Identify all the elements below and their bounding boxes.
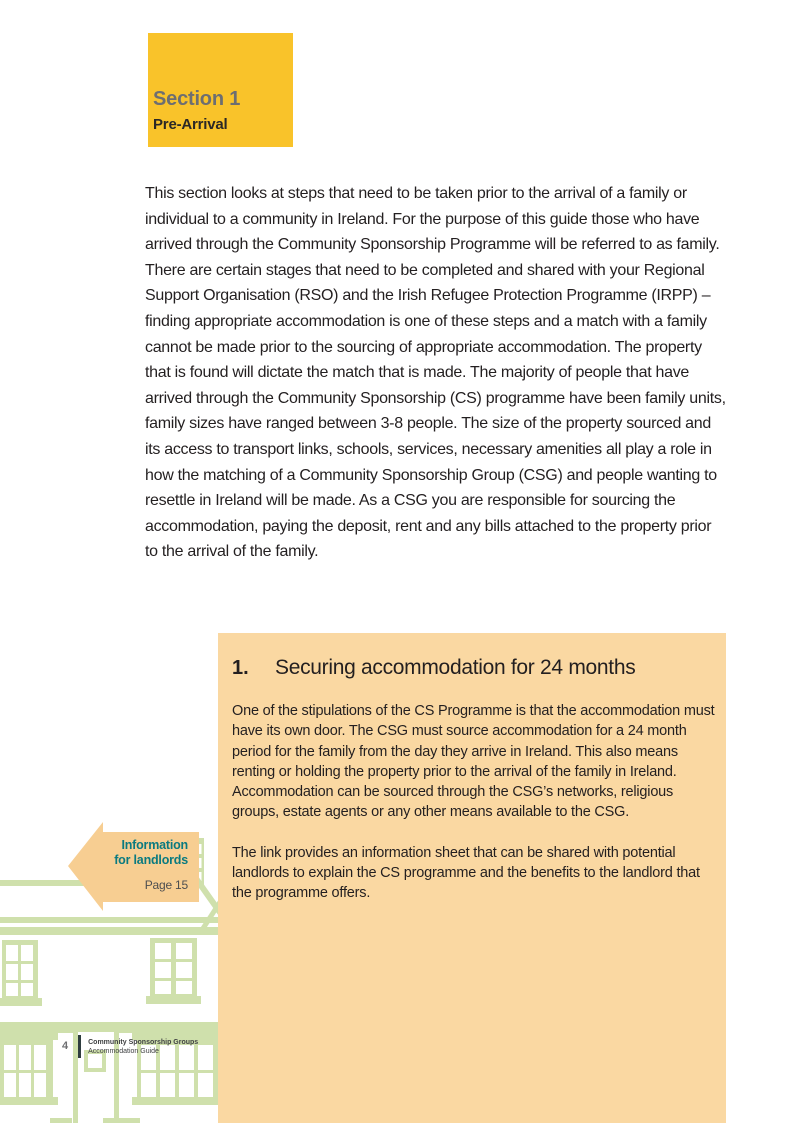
footer-divider bbox=[78, 1035, 81, 1058]
section-title: Section 1 bbox=[153, 88, 241, 110]
arrow-text bbox=[114, 838, 188, 892]
callout-number: 1. bbox=[232, 657, 249, 679]
callout-box bbox=[218, 633, 726, 1123]
page-footer bbox=[62, 1035, 198, 1058]
callout-paragraph-1: One of the stipulations of the CS Programme is that the accommodation must have its own door. The CSG must source accommodation for a 24 month period for the family from the day they arrive in Ireland. This also means renting or holding the property prior to the arrival of the family in Ireland. Accommodation can be sourced through the CSG’s networks, religious groups, estate agents or any other means available to the CSG. bbox=[232, 703, 715, 821]
section-banner bbox=[148, 33, 293, 147]
footer-doc-title: Community Sponsorship Groups bbox=[88, 1039, 199, 1046]
arrow-label-line2: for landlords bbox=[114, 853, 188, 867]
callout-paragraph-2: The link provides an information sheet that can be shared with potential landlords to explain the CS programme and the benefits to the landlord that the programme offers. bbox=[232, 844, 700, 902]
intro-paragraph: This section looks at steps that need to be taken prior to the arrival of a family or individual to a community in Ireland. For the purpose of this guide those who have arrived through the Community Sponsorship Programme will be referred to as family. There are certain stages that need to be completed and shared with your Regional Support Organisation (RSO) and the Irish Refugee Protection Programme (IRPP) – finding appropriate accommodation is one of these steps and a match with a family cannot be made prior to the sourcing of appropriate accommodation. The property that is found will dictate the match that is made. The majority of people that have arrived through the Community Sponsorship (CS) programme have been family units, family sizes have ranged between 3-8 people. The size of the property sourced and its access to transport links, schools, services, necessary amenities all play a role in how the matching of a Community Sponsorship Group (CSG) and people wanting to resettle in Ireland will be made. As a CSG you are responsible for sourcing the accommodation, paying the deposit, rent and any bills attached to the property prior to the arrival of the family. bbox=[145, 185, 726, 561]
footer-doc-subtitle: Accommodation Guide bbox=[88, 1048, 159, 1055]
arrow-label bbox=[114, 838, 188, 868]
callout-title: Securing accommodation for 24 months bbox=[275, 656, 636, 679]
page-number: 4 bbox=[62, 1040, 69, 1052]
callout-heading bbox=[232, 653, 706, 683]
arrow-label-line1: Information bbox=[121, 838, 188, 852]
footer-titles bbox=[88, 1035, 198, 1056]
info-for-landlords-arrow[interactable] bbox=[68, 822, 199, 912]
section-subtitle: Pre-Arrival bbox=[153, 116, 228, 133]
arrow-page-ref: Page 15 bbox=[144, 878, 188, 892]
